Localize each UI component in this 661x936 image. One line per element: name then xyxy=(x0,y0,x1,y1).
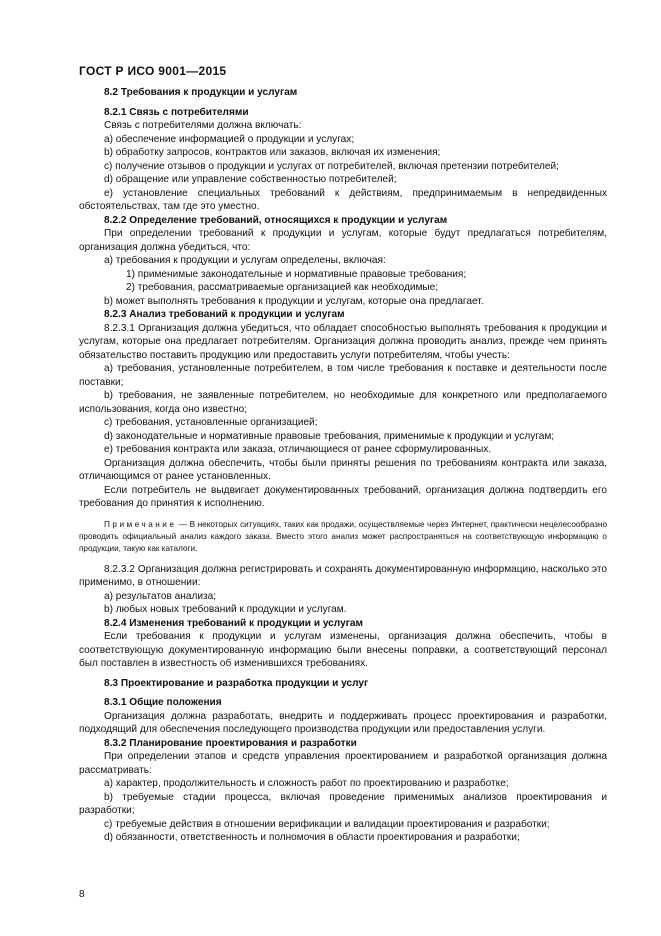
list-item: d) обращение или управление собственностью потребителей; xyxy=(104,174,397,185)
paragraph: 8.2.3.2 Организация должна регистрировать и сохранять документированную информацию, насколько это применимо, в отношении: xyxy=(79,563,607,588)
list-item: e) требования контракта или заказа, отличающиеся от ранее сформулированных. xyxy=(104,444,492,455)
page-number: 8 xyxy=(79,889,85,900)
list-item: e) установление специальных требований к действиям, предпринимаемым в непредвиденных обстоятельствах, там где это уместно. xyxy=(79,187,607,212)
list-item: b) обработку запросов, контрактов или заказов, включая их изменения; xyxy=(104,147,441,158)
section-8-3-heading: 8.3 Проектирование и разработка продукции и услуг xyxy=(104,677,369,689)
sub-list-item: 2) требования, рассматриваемые организацией как необходимые; xyxy=(126,282,439,293)
list-item: c) требуемые действия в отношении верификации и валидации проектирования и разработки; xyxy=(104,818,550,830)
paragraph: Организация должна обеспечить, чтобы были приняты решения по требованиям контракта или заказа, отличающимся от ранее установленных. xyxy=(79,457,607,482)
section-8-2-2-heading: 8.2.2 Определение требований, относящихся к продукции и услугам xyxy=(104,214,448,226)
list-item: b) может выполнять требования к продукции и услугам, которые она предлагает. xyxy=(104,295,484,307)
note-text: — В некоторых ситуациях, таких как продажи, осуществляемые через Интернет, практически нецелесообразно проводить официальный анализ каждого заказа. Вместо этого анализ может распространяться на соответствующую информацию о продукции, такую как каталоги. xyxy=(79,519,607,553)
section-8-3-2-heading: 8.3.2 Планирование проектирования и разработки xyxy=(104,737,357,749)
paragraph: При определении требований к продукции и услугам, которые будут предлагаться потребителям, организация должна убедиться, что: xyxy=(79,228,607,253)
document-header: ГОСТ Р ИСО 9001—2015 xyxy=(79,64,227,78)
section-8-2-4-heading: 8.2.4 Изменения требований к продукции и услугам xyxy=(104,617,363,629)
list-item: b) требования, не заявленные потребителем, но необходимые для конкретного или предполагаемого использования, когда оно известно; xyxy=(79,390,607,415)
list-item: c) требования, установленные организацией; xyxy=(104,417,318,428)
list-item: b) любых новых требований к продукции и услугам. xyxy=(104,604,347,615)
list-item: a) требования к продукции и услугам определены, включая: xyxy=(104,255,386,266)
list-item: a) обеспечение информацией о продукции и услугах; xyxy=(104,133,355,145)
note xyxy=(79,519,607,555)
list-item: a) требования, установленные потребителем, в том числе требования к поставке и деятельности после поставки; xyxy=(79,363,607,388)
section-8-2-3-heading: 8.2.3 Анализ требований к продукции и услугам xyxy=(104,309,345,320)
page-content xyxy=(79,86,607,845)
sub-list-item: 1) применимые законодательные и нормативные правовые требования; xyxy=(126,268,467,280)
paragraph: Организация должна разработать, внедрить и поддерживать процесс проектирования и разработки, подходящий для обеспечения последующего производства продукции или предоставления услуги. xyxy=(79,710,607,735)
paragraph: При определении этапов и средств управления проектированием и разработкой организация должна рассматривать: xyxy=(79,751,607,776)
list-item: b) требуемые стадии процесса, включая проведение применимых анализов проектирования и разработки; xyxy=(79,791,607,816)
list-item: d) обязанности, ответственность и полномочия в области проектирования и разработки; xyxy=(104,832,520,843)
paragraph: 8.2.3.1 Организация должна убедиться, что обладает способностью выполнять требования к продукции и услугам, которые она предлагает потребителям. Организация должна проводить анализ, прежде чем принять обязательство поставить продукцию или предоставить услуги потребителям, чтобы учесть: xyxy=(79,322,607,361)
list-item: a) характер, продолжительность и сложность работ по проектированию и разработке; xyxy=(104,778,509,789)
paragraph: Если требования к продукции и услугам изменены, организация должна обеспечить, чтобы в соответствующую документированную информацию были внесены поправки, а соответствующий персонал был поставлен в известность об изменившихся требованиях. xyxy=(79,631,607,669)
section-8-3-1-heading: 8.3.1 Общие положения xyxy=(104,697,222,708)
paragraph: Связь с потребителями должна включать: xyxy=(104,120,302,131)
paragraph: Если потребитель не выдвигает документированных требований, организация должна подтвердить его требования до принятия к исполнению. xyxy=(79,484,607,509)
list-item: d) законодательные и нормативные правовые требования, применимые к продукции и услугам; xyxy=(104,430,555,442)
note-label: Примечание xyxy=(104,519,177,529)
list-item: a) результатов анализа; xyxy=(104,590,217,602)
list-item: c) получение отзывов о продукции и услугах от потребителей, включая претензии потребителей; xyxy=(104,160,559,172)
section-8-2-heading: 8.2 Требования к продукции и услугам xyxy=(104,87,298,98)
section-8-2-1-heading: 8.2.1 Связь с потребителями xyxy=(104,106,249,118)
